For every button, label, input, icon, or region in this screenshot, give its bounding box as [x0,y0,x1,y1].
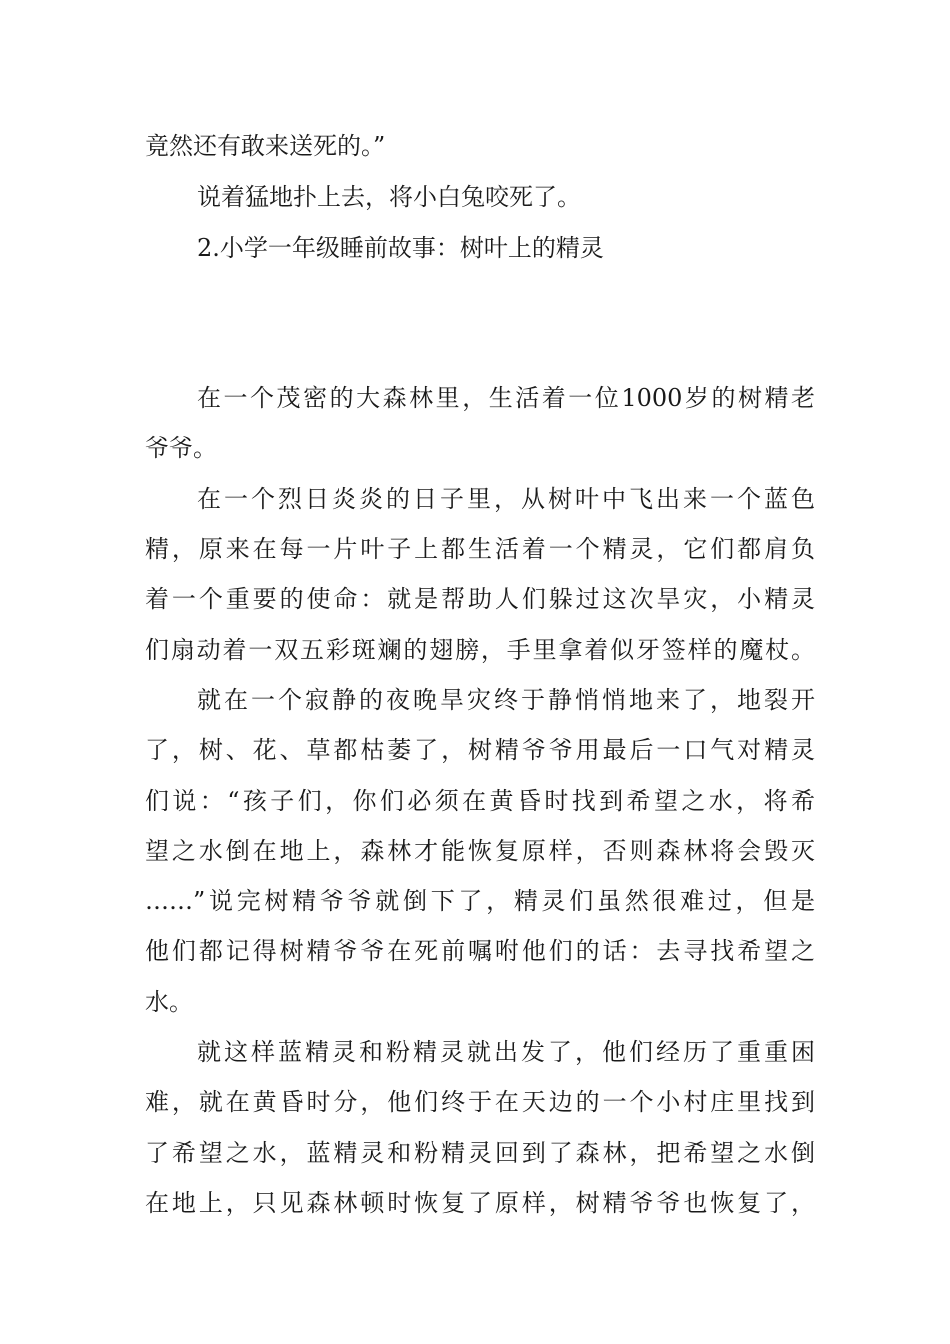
text-line: 他们都记得树精爷爷在死前嘱咐他们的话：去寻找希望之 [145,937,815,965]
text-line: 们说：“孩子们，你们必须在黄昏时找到希望之水，将希 [145,787,815,815]
text-line: 爷爷。 [145,434,217,462]
text-line: 竟然还有敢来送死的。” [145,132,386,160]
text-line: 在一个烈日炎炎的日子里，从树叶中飞出来一个蓝色 [197,485,815,513]
text-line: 说着猛地扑上去，将小白兔咬死了。 [197,183,581,211]
text-line: 在一个茂密的大森林里，生活着一位1000岁的树精老 [197,384,815,412]
text-line: 们扇动着一双五彩斑斓的翅膀，手里拿着似牙签样的魔杖。 [145,636,815,664]
text-line: 难，就在黄昏时分，他们终于在天边的一个小村庄里找到 [145,1088,815,1116]
text-line: 了，树、花、草都枯萎了，树精爷爷用最后一口气对精灵 [145,736,815,764]
text-line: 就在一个寂静的夜晚旱灾终于静悄悄地来了，地裂开 [197,686,815,714]
text-line: 就这样蓝精灵和粉精灵就出发了，他们经历了重重困 [197,1038,815,1066]
text-line: 精，原来在每一片叶子上都生活着一个精灵，它们都肩负 [145,535,815,563]
text-line: 望之水倒在地上，森林才能恢复原样，否则森林将会毁灭 [145,837,815,865]
section-heading: 2.小学一年级睡前故事：树叶上的精灵 [197,234,604,262]
text-line: 在地上，只见森林顿时恢复了原样，树精爷爷也恢复了， [145,1189,815,1217]
text-line: 水。 [145,988,193,1016]
text-line: ……”说完树精爷爷就倒下了，精灵们虽然很难过，但是 [145,887,815,915]
text-line: 了希望之水，蓝精灵和粉精灵回到了森林，把希望之水倒 [145,1139,815,1167]
text-line: 着一个重要的使命：就是帮助人们躲过这次旱灾，小精灵 [145,585,815,613]
